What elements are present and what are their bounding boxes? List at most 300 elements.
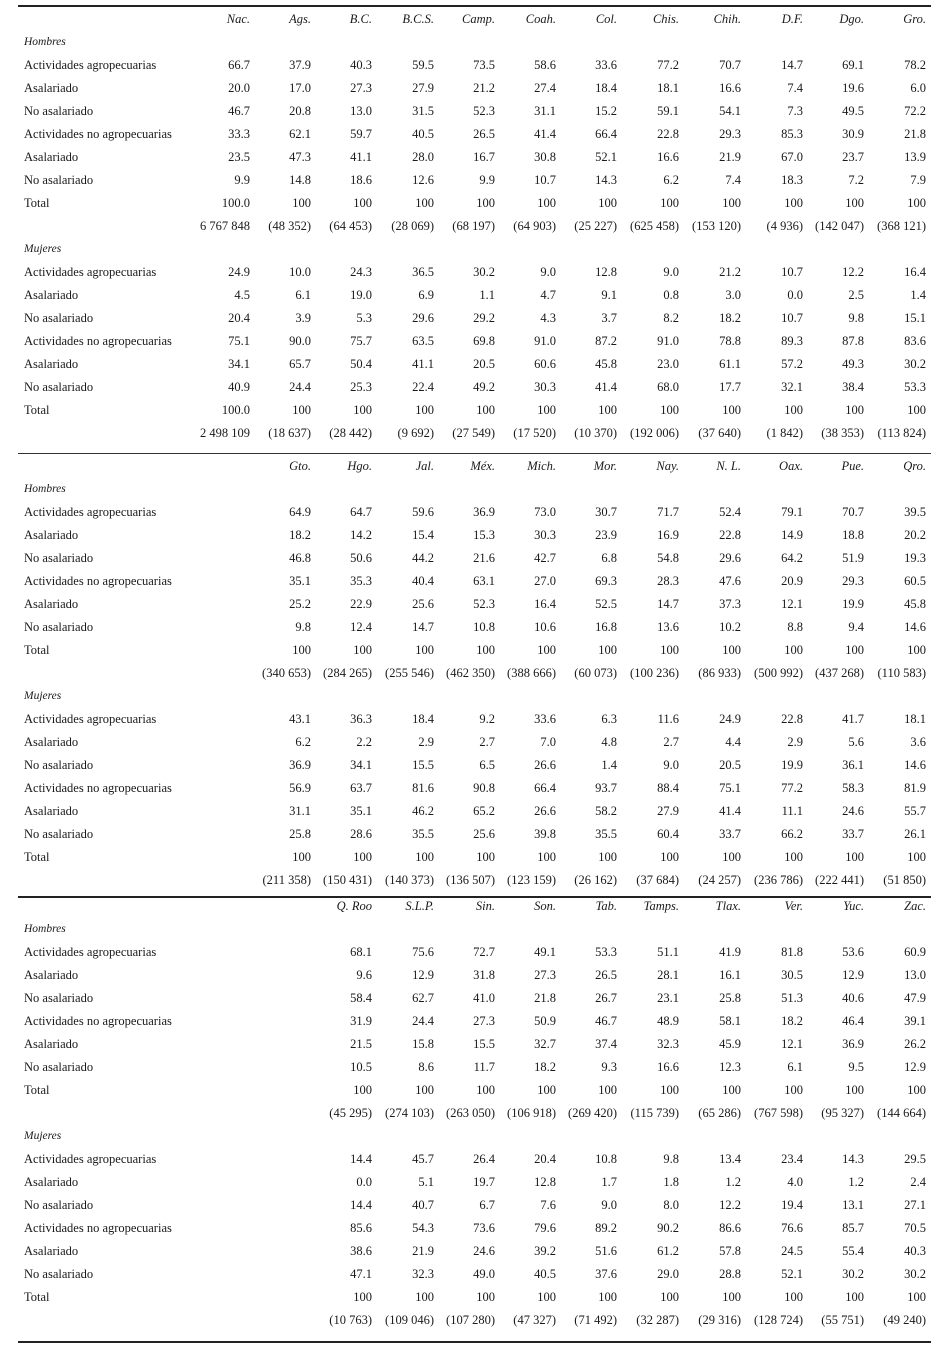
table-cell: 32.3 bbox=[657, 1037, 679, 1051]
table-cell: 31.9 bbox=[350, 1014, 372, 1028]
table-cell: 23.4 bbox=[781, 1152, 803, 1166]
table-cell: 40.5 bbox=[412, 127, 434, 141]
table-cell: 100 bbox=[845, 1290, 864, 1304]
row-label: Actividades no agropecuarias bbox=[24, 334, 172, 348]
table-cell: 6.1 bbox=[787, 1060, 803, 1074]
table-cell: 19.3 bbox=[904, 551, 926, 565]
table-cell: 73.0 bbox=[534, 505, 556, 519]
table-row bbox=[18, 800, 931, 823]
table-cell: 70.7 bbox=[719, 58, 741, 72]
table-cell: 4.5 bbox=[234, 288, 250, 302]
table-cell: 39.2 bbox=[534, 1244, 556, 1258]
table-cell: (60 073) bbox=[574, 666, 617, 680]
table-cell: 25.6 bbox=[473, 827, 495, 841]
table-cell: 100 bbox=[907, 1083, 926, 1097]
table-cell: (51 850) bbox=[883, 873, 926, 887]
table-cell: 100 bbox=[660, 196, 679, 210]
table-cell: 35.1 bbox=[289, 574, 311, 588]
table-row bbox=[18, 77, 931, 100]
row-label: No asalariado bbox=[24, 620, 94, 634]
table-cell: 67.0 bbox=[781, 150, 803, 164]
row-label: Actividades agropecuarias bbox=[24, 505, 157, 519]
table-cell: (10 763) bbox=[329, 1313, 372, 1327]
table-cell: 39.8 bbox=[534, 827, 556, 841]
column-header: Ags. bbox=[289, 12, 311, 26]
table-cell: 81.9 bbox=[904, 781, 926, 795]
table-cell: 19.7 bbox=[473, 1175, 495, 1189]
table-cell: 26.6 bbox=[534, 804, 556, 818]
table-cell: 3.6 bbox=[910, 735, 926, 749]
table-cell: 89.3 bbox=[781, 334, 803, 348]
table-cell: 63.5 bbox=[412, 334, 434, 348]
row-label: Asalariado bbox=[24, 597, 79, 611]
table-cell: 66.7 bbox=[228, 58, 250, 72]
table-cell: 100 bbox=[476, 850, 495, 864]
table-cell: 27.3 bbox=[534, 968, 556, 982]
table-cell: 25.6 bbox=[412, 597, 434, 611]
table-cell: 100 bbox=[415, 1290, 434, 1304]
table-cell: 13.4 bbox=[719, 1152, 741, 1166]
table-cell: (140 373) bbox=[385, 873, 434, 887]
table-cell: 100 bbox=[292, 196, 311, 210]
row-label: No asalariado bbox=[24, 758, 94, 772]
table-cell: 100 bbox=[476, 403, 495, 417]
table-cell: 28.3 bbox=[657, 574, 679, 588]
table-cell: 41.1 bbox=[350, 150, 372, 164]
table-cell: 78.8 bbox=[719, 334, 741, 348]
table-cell: 100 bbox=[476, 196, 495, 210]
table-cell: 69.8 bbox=[473, 334, 495, 348]
table-cell: 75.7 bbox=[350, 334, 372, 348]
table-cell: 12.9 bbox=[842, 968, 864, 982]
table-cell: (17 520) bbox=[513, 426, 556, 440]
table-cell: 13.0 bbox=[904, 968, 926, 982]
table-cell: (28 069) bbox=[391, 219, 434, 233]
table-cell: 12.4 bbox=[350, 620, 372, 634]
table-cell: 100 bbox=[907, 643, 926, 657]
table-cell: 86.6 bbox=[719, 1221, 741, 1235]
table-cell: 21.5 bbox=[350, 1037, 372, 1051]
table-row bbox=[18, 284, 931, 307]
table-cell: 37.9 bbox=[289, 58, 311, 72]
table-row bbox=[18, 169, 931, 192]
table-cell: 12.9 bbox=[412, 968, 434, 982]
table-cell: 8.8 bbox=[787, 620, 803, 634]
table-row bbox=[18, 570, 931, 593]
column-header: Q. Roo bbox=[336, 899, 372, 913]
table-cell: 55.4 bbox=[842, 1244, 864, 1258]
table-cell: 37.4 bbox=[595, 1037, 617, 1051]
table-cell: 9.6 bbox=[356, 968, 372, 982]
table-cell: 10.0 bbox=[289, 265, 311, 279]
table-cell: 100 bbox=[722, 1290, 741, 1304]
table-cell: 100 bbox=[537, 1083, 556, 1097]
table-cell: 9.4 bbox=[848, 620, 864, 634]
table-cell: 63.1 bbox=[473, 574, 495, 588]
table-cell: 21.9 bbox=[719, 150, 741, 164]
table-cell: (28 442) bbox=[329, 426, 372, 440]
table-cell: 100 bbox=[660, 403, 679, 417]
table-cell: 39.1 bbox=[904, 1014, 926, 1028]
table-cell: 17.7 bbox=[719, 380, 741, 394]
table-cell: 81.8 bbox=[781, 945, 803, 959]
table-row bbox=[18, 1263, 931, 1286]
column-header: Dgo. bbox=[839, 12, 864, 26]
table-cell: 30.2 bbox=[904, 357, 926, 371]
table-cell: 27.9 bbox=[657, 804, 679, 818]
table-cell: (107 280) bbox=[446, 1313, 495, 1327]
table-cell: 66.4 bbox=[595, 127, 617, 141]
table-cell: 100 bbox=[415, 643, 434, 657]
row-label: Actividades no agropecuarias bbox=[24, 127, 172, 141]
table-cell: 9.5 bbox=[848, 1060, 864, 1074]
table-cell: (65 286) bbox=[698, 1106, 741, 1120]
table-cell: (26 162) bbox=[574, 873, 617, 887]
table-cell: 55.7 bbox=[904, 804, 926, 818]
table-cell: 18.2 bbox=[289, 528, 311, 542]
table-cell: 20.4 bbox=[228, 311, 250, 325]
column-header: Tlax. bbox=[715, 899, 741, 913]
table-cell: 9.1 bbox=[601, 288, 617, 302]
table-cell: 100 bbox=[660, 1290, 679, 1304]
table-cell: 79.1 bbox=[781, 505, 803, 519]
table-cell: 0.0 bbox=[356, 1175, 372, 1189]
table-cell: 10.8 bbox=[473, 620, 495, 634]
row-label: Actividades no agropecuarias bbox=[24, 1221, 172, 1235]
table-cell: 49.0 bbox=[473, 1267, 495, 1281]
table-cell: 21.8 bbox=[904, 127, 926, 141]
table-cell: 26.5 bbox=[473, 127, 495, 141]
table-row bbox=[18, 1079, 931, 1102]
table-cell: 52.3 bbox=[473, 104, 495, 118]
table-cell: 100 bbox=[598, 850, 617, 864]
table-cell: 26.1 bbox=[904, 827, 926, 841]
table-cell: 11.1 bbox=[781, 804, 803, 818]
table-cell: 1.4 bbox=[601, 758, 617, 772]
table-cell: 15.5 bbox=[412, 758, 434, 772]
table-cell: 61.2 bbox=[657, 1244, 679, 1258]
table-row bbox=[18, 662, 931, 685]
table-cell: 13.0 bbox=[350, 104, 372, 118]
table-cell: 20.9 bbox=[781, 574, 803, 588]
table-cell: 45.8 bbox=[595, 357, 617, 371]
table-cell: 100 bbox=[722, 850, 741, 864]
table-row bbox=[18, 593, 931, 616]
table-cell: 71.7 bbox=[657, 505, 679, 519]
table-cell: 23.7 bbox=[842, 150, 864, 164]
column-header: Méx. bbox=[470, 459, 495, 473]
table-cell: 40.3 bbox=[904, 1244, 926, 1258]
section-row bbox=[18, 918, 931, 941]
table-cell: 22.8 bbox=[719, 528, 741, 542]
table-cell: 90.2 bbox=[657, 1221, 679, 1235]
table-cell: 100 bbox=[476, 643, 495, 657]
table-cell: 64.2 bbox=[781, 551, 803, 565]
table-cell: 47.1 bbox=[350, 1267, 372, 1281]
row-label: Actividades agropecuarias bbox=[24, 265, 157, 279]
table-cell: 2.7 bbox=[663, 735, 679, 749]
table-cell: 14.3 bbox=[595, 173, 617, 187]
table-cell: 20.4 bbox=[534, 1152, 556, 1166]
table-cell: 100 bbox=[476, 1290, 495, 1304]
column-header: Jal. bbox=[415, 459, 434, 473]
table-cell: 12.6 bbox=[412, 173, 434, 187]
table-cell: (38 353) bbox=[821, 426, 864, 440]
column-header: Gto. bbox=[289, 459, 311, 473]
table-cell: (4 936) bbox=[766, 219, 803, 233]
table-cell: (263 050) bbox=[446, 1106, 495, 1120]
table-cell: 10.6 bbox=[534, 620, 556, 634]
table-cell: 29.0 bbox=[657, 1267, 679, 1281]
column-header: B.C.S. bbox=[402, 12, 434, 26]
table-cell: 24.3 bbox=[350, 265, 372, 279]
table-header-row bbox=[18, 8, 931, 31]
table-cell: 6.9 bbox=[418, 288, 434, 302]
table-cell: 12.1 bbox=[781, 1037, 803, 1051]
table-cell: (284 265) bbox=[323, 666, 372, 680]
column-header: Yuc. bbox=[843, 899, 864, 913]
column-header: Nay. bbox=[656, 459, 679, 473]
table-cell: 40.3 bbox=[350, 58, 372, 72]
column-header: Zac. bbox=[904, 899, 926, 913]
table-row bbox=[18, 330, 931, 353]
table-cell: 13.9 bbox=[904, 150, 926, 164]
table-cell: 2.9 bbox=[787, 735, 803, 749]
table-cell: 7.4 bbox=[787, 81, 803, 95]
statistics-table bbox=[18, 0, 931, 1349]
table-cell: 100 bbox=[907, 850, 926, 864]
row-label: Asalariado bbox=[24, 357, 79, 371]
row-label: Asalariado bbox=[24, 1037, 79, 1051]
table-cell: 49.1 bbox=[534, 945, 556, 959]
row-label: No asalariado bbox=[24, 1267, 94, 1281]
table-cell: 6.5 bbox=[479, 758, 495, 772]
table-cell: 13.1 bbox=[842, 1198, 864, 1212]
table-cell: 100 bbox=[598, 1290, 617, 1304]
table-cell: 100 bbox=[660, 643, 679, 657]
table-cell: 100 bbox=[845, 403, 864, 417]
table-cell: 19.9 bbox=[781, 758, 803, 772]
table-cell: 100 bbox=[845, 196, 864, 210]
table-cell: 4.8 bbox=[601, 735, 617, 749]
column-header: Gro. bbox=[903, 12, 926, 26]
table-cell: (388 666) bbox=[507, 666, 556, 680]
table-cell: 33.6 bbox=[595, 58, 617, 72]
table-cell: 33.3 bbox=[228, 127, 250, 141]
table-cell: (29 316) bbox=[698, 1313, 741, 1327]
table-cell: 44.2 bbox=[412, 551, 434, 565]
table-cell: (110 583) bbox=[877, 666, 926, 680]
table-cell: 33.6 bbox=[534, 712, 556, 726]
table-cell: 100 bbox=[722, 196, 741, 210]
table-cell: (9 692) bbox=[397, 426, 434, 440]
table-cell: (437 268) bbox=[815, 666, 864, 680]
row-label: Asalariado bbox=[24, 81, 79, 95]
row-label: No asalariado bbox=[24, 1198, 94, 1212]
table-cell: 100 bbox=[784, 643, 803, 657]
table-cell: 9.8 bbox=[663, 1152, 679, 1166]
table-cell: 41.4 bbox=[595, 380, 617, 394]
column-header: Mor. bbox=[593, 459, 617, 473]
table-cell: 100 bbox=[722, 403, 741, 417]
table-cell: 9.0 bbox=[601, 1198, 617, 1212]
table-cell: 54.1 bbox=[719, 104, 741, 118]
table-cell: 11.7 bbox=[473, 1060, 495, 1074]
table-cell: 5.3 bbox=[356, 311, 372, 325]
table-cell: 18.2 bbox=[781, 1014, 803, 1028]
table-cell: 16.1 bbox=[719, 968, 741, 982]
row-label: Total bbox=[24, 1083, 50, 1097]
table-cell: 100 bbox=[537, 850, 556, 864]
table-cell: 40.6 bbox=[842, 991, 864, 1005]
table-cell: 53.6 bbox=[842, 945, 864, 959]
row-label: No asalariado bbox=[24, 827, 94, 841]
table-cell: (25 227) bbox=[574, 219, 617, 233]
table-cell: 68.1 bbox=[350, 945, 372, 959]
table-cell: 15.8 bbox=[412, 1037, 434, 1051]
table-cell: 58.6 bbox=[534, 58, 556, 72]
table-cell: (37 684) bbox=[636, 873, 679, 887]
table-header-row bbox=[18, 455, 931, 478]
table-cell: 83.6 bbox=[904, 334, 926, 348]
table-cell: 26.7 bbox=[595, 991, 617, 1005]
table-cell: 4.7 bbox=[540, 288, 556, 302]
column-header: Sin. bbox=[475, 899, 495, 913]
table-cell: 41.7 bbox=[842, 712, 864, 726]
table-cell: 18.8 bbox=[842, 528, 864, 542]
table-cell: 25.3 bbox=[350, 380, 372, 394]
table-row bbox=[18, 869, 931, 892]
table-cell: 41.9 bbox=[719, 945, 741, 959]
table-cell: 9.3 bbox=[601, 1060, 617, 1074]
table-cell: 60.4 bbox=[657, 827, 679, 841]
table-cell: 2.5 bbox=[848, 288, 864, 302]
table-cell: 1.2 bbox=[725, 1175, 741, 1189]
table-cell: 100 bbox=[845, 643, 864, 657]
section-row bbox=[18, 1125, 931, 1148]
table-cell: 0.8 bbox=[663, 288, 679, 302]
table-cell: (64 453) bbox=[329, 219, 372, 233]
table-cell: 100 bbox=[353, 643, 372, 657]
table-cell: 12.8 bbox=[595, 265, 617, 279]
table-cell: 24.4 bbox=[412, 1014, 434, 1028]
row-label: Asalariado bbox=[24, 735, 79, 749]
table-cell: 20.5 bbox=[719, 758, 741, 772]
table-cell: 20.0 bbox=[228, 81, 250, 95]
table-cell: 34.1 bbox=[228, 357, 250, 371]
table-cell: 10.7 bbox=[781, 311, 803, 325]
table-cell: 29.5 bbox=[904, 1152, 926, 1166]
table-cell: 1.1 bbox=[479, 288, 495, 302]
table-cell: (269 420) bbox=[568, 1106, 617, 1120]
table-cell: 46.7 bbox=[228, 104, 250, 118]
table-cell: 31.1 bbox=[534, 104, 556, 118]
table-cell: 29.6 bbox=[719, 551, 741, 565]
table-cell: 6 767 848 bbox=[200, 219, 250, 233]
table-cell: 100 bbox=[598, 643, 617, 657]
table-cell: (368 121) bbox=[877, 219, 926, 233]
table-cell: 2.4 bbox=[910, 1175, 926, 1189]
table-cell: 27.0 bbox=[534, 574, 556, 588]
table-cell: 36.9 bbox=[289, 758, 311, 772]
section-title: Mujeres bbox=[24, 243, 62, 255]
table-cell: 60.6 bbox=[534, 357, 556, 371]
table-cell: 36.1 bbox=[842, 758, 864, 772]
table-cell: (86 933) bbox=[698, 666, 741, 680]
table-cell: 36.5 bbox=[412, 265, 434, 279]
table-cell: (109 046) bbox=[385, 1313, 434, 1327]
table-cell: 27.3 bbox=[473, 1014, 495, 1028]
table-row bbox=[18, 846, 931, 869]
table-cell: 14.6 bbox=[904, 758, 926, 772]
table-cell: (68 197) bbox=[452, 219, 495, 233]
table-cell: 46.2 bbox=[412, 804, 434, 818]
table-cell: 31.5 bbox=[412, 104, 434, 118]
table-cell: (95 327) bbox=[821, 1106, 864, 1120]
table-cell: (144 664) bbox=[877, 1106, 926, 1120]
column-header: D.F. bbox=[781, 12, 803, 26]
table-cell: 46.7 bbox=[595, 1014, 617, 1028]
table-row bbox=[18, 54, 931, 77]
table-cell: 85.6 bbox=[350, 1221, 372, 1235]
table-cell: 20.8 bbox=[289, 104, 311, 118]
table-cell: 6.8 bbox=[601, 551, 617, 565]
table-cell: 90.0 bbox=[289, 334, 311, 348]
table-cell: 85.3 bbox=[781, 127, 803, 141]
table-cell: 100 bbox=[353, 850, 372, 864]
table-cell: 35.5 bbox=[595, 827, 617, 841]
table-cell: 27.4 bbox=[534, 81, 556, 95]
table-cell: 45.8 bbox=[904, 597, 926, 611]
table-cell: 52.1 bbox=[781, 1267, 803, 1281]
table-cell: 62.7 bbox=[412, 991, 434, 1005]
table-cell: 53.3 bbox=[595, 945, 617, 959]
table-cell: 2.9 bbox=[418, 735, 434, 749]
table-row bbox=[18, 987, 931, 1010]
table-cell: 7.6 bbox=[540, 1198, 556, 1212]
table-cell: (18 637) bbox=[268, 426, 311, 440]
table-cell: 3.9 bbox=[295, 311, 311, 325]
table-cell: 32.1 bbox=[781, 380, 803, 394]
table-cell: 62.1 bbox=[289, 127, 311, 141]
table-cell: 27.3 bbox=[350, 81, 372, 95]
table-cell: 52.5 bbox=[595, 597, 617, 611]
table-row bbox=[18, 353, 931, 376]
table-cell: 100 bbox=[415, 196, 434, 210]
table-cell: 47.6 bbox=[719, 574, 741, 588]
table-cell: 2.7 bbox=[479, 735, 495, 749]
table-row bbox=[18, 731, 931, 754]
table-cell: 23.5 bbox=[228, 150, 250, 164]
table-cell: (767 598) bbox=[754, 1106, 803, 1120]
table-cell: 14.6 bbox=[904, 620, 926, 634]
column-header: Qro. bbox=[903, 459, 926, 473]
table-cell: 9.0 bbox=[540, 265, 556, 279]
table-cell: 36.9 bbox=[473, 505, 495, 519]
table-cell: 14.7 bbox=[781, 58, 803, 72]
table-cell: (222 441) bbox=[815, 873, 864, 887]
table-cell: 19.0 bbox=[350, 288, 372, 302]
table-cell: 59.6 bbox=[412, 505, 434, 519]
table-cell: 29.6 bbox=[412, 311, 434, 325]
table-cell: 14.3 bbox=[842, 1152, 864, 1166]
table-cell: 16.4 bbox=[534, 597, 556, 611]
table-cell: (27 549) bbox=[452, 426, 495, 440]
table-cell: 23.1 bbox=[657, 991, 679, 1005]
table-row bbox=[18, 422, 931, 445]
table-cell: 25.8 bbox=[289, 827, 311, 841]
column-header: Ver. bbox=[784, 899, 803, 913]
